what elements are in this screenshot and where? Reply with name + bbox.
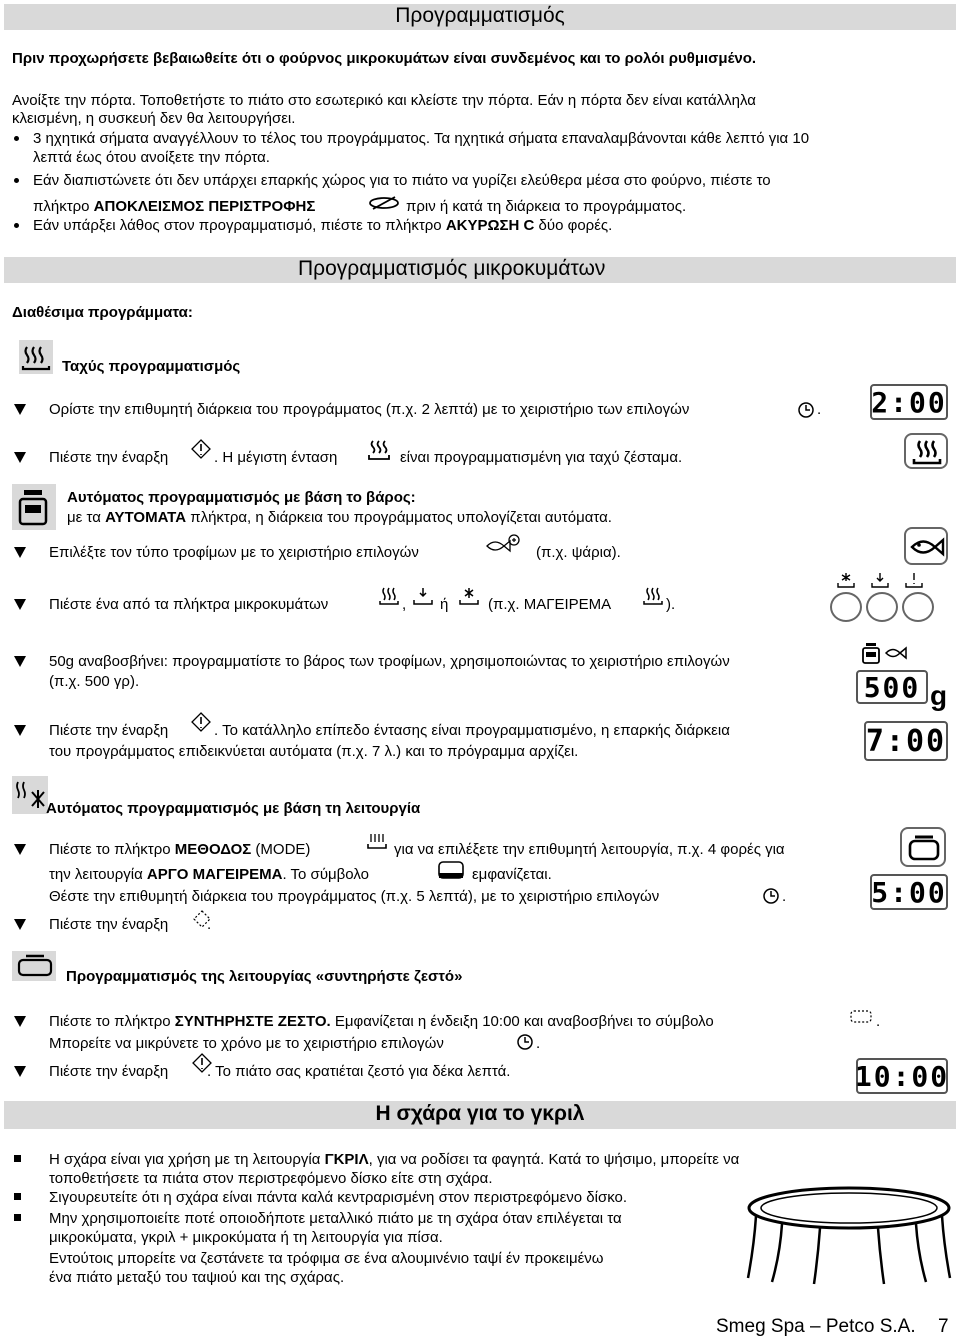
quick-heat-icon: [911, 438, 943, 466]
text-run: δύο φορές.: [534, 217, 613, 234]
time-lcd: 7:00: [864, 721, 948, 761]
grill-paragraph: Εντούτοις μπορείτε να ζεστάνετε τα τρόφιμα σε ένα αλουμινένιο ταψί έν προκειμένω: [49, 1250, 604, 1267]
auto-weight-step-3: (π.χ. 500 γρ).: [49, 673, 140, 690]
auto-function-step-1: για να επιλέξετε την επιθυμητή λειτουργία, π.χ. 4 φορές για: [394, 841, 785, 858]
section-heading: Η σχάρα για το γκριλ: [375, 1102, 585, 1125]
grill-key-name: ΓΚΡΙΛ: [324, 1151, 369, 1168]
quick-step-1: Ορίστε την επιθυμητή διάρκεια του προγράμματος (π.χ. 2 λεπτά) με το χειριστήριο των επιλογών: [49, 401, 690, 418]
available-programs: Διαθέσιμα προγράμματα:: [12, 304, 193, 321]
clock-icon: [763, 888, 779, 904]
scale-icon: [14, 487, 52, 527]
cancel-key-name: ΑΚΥΡΩΣΗ C: [445, 217, 535, 234]
quick-step-2-mid: . Η μέγιστη ένταση: [214, 449, 338, 466]
step-arrow: [14, 599, 26, 610]
keep-warm-icon: [14, 953, 56, 979]
auto-weight-subtitle: [67, 508, 612, 527]
intro-bullet: 3 ηχητικά σήματα αναγγέλλουν το τέλος του προγράμματος. Τα ηχητικά σήματα επαναλαμβάνονται κάθε λεπτό για 10: [33, 130, 810, 147]
reheat-button[interactable]: [866, 592, 898, 622]
text-run: . Το σύμβολο: [282, 866, 369, 883]
keep-warm-step-2: Πιέστε την έναρξη: [49, 1063, 169, 1080]
slow-cook-icon: [907, 835, 941, 861]
auto-weight-step-4: Πιέστε την έναρξη: [49, 722, 169, 739]
start-icon: [190, 438, 212, 460]
text-run: την λειτουργία: [49, 866, 147, 883]
auto-function-step-1: εμφανίζεται.: [472, 866, 552, 883]
mode-icon: [366, 830, 388, 852]
quick-program-title: Ταχύς προγραμματισμός: [62, 358, 241, 375]
bullet: [14, 178, 19, 183]
food-indicator-icon: [884, 642, 914, 664]
slow-cook-key-name: ΑΡΓΟ ΜΑΓΕΙΡΕΜΑ: [146, 866, 283, 883]
intro-bullet: Εάν διαπιστώνετε ότι δεν υπάρχει επαρκής χώρος για το πιάτο να γυρίζει ελεύθερα μέσα στο φούρνο, πιέστε το: [33, 172, 771, 189]
clock-icon: [517, 1034, 533, 1050]
intro-bullet: [33, 197, 315, 216]
footer-company: Smeg Spa – Petco S.A.: [716, 1316, 916, 1337]
text-run: με τα: [67, 509, 106, 526]
keep-warm-key-name: ΣΥΝΤΗΡΗΣΤΕ ΖΕΣΤΟ.: [174, 1013, 331, 1030]
comma: ,: [402, 596, 407, 613]
intro-line: Ανοίξτε την πόρτα. Τοποθετήστε το πιάτο στο εσωτερικό και κλείστε την πόρτα. Εάν η πόρτα δεν είναι κατάλληλα: [12, 92, 756, 109]
auto-weight-title: Αυτόματος προγραμματισμός με βάση το βάρος:: [67, 489, 416, 506]
bullet: [14, 1193, 21, 1200]
text-run: Εμφανίζεται η ένδειξη 10:00 και αναβοσβήνει το σύμβολο: [330, 1013, 714, 1030]
step-arrow: [14, 919, 26, 930]
weight-lcd: 500: [856, 670, 928, 704]
rotation-lock-key-name: ΑΠΟΚΛΕΙΣΜΟΣ ΠΕΡΙΣΤΡΟΦΗΣ: [93, 198, 316, 215]
grill-paragraph: μικροκύματα, γκριλ + μικροκύματα ή τη λειτουργία για πίσα.: [49, 1229, 443, 1246]
rotation-lock-icon: [367, 195, 401, 211]
reheat-indicator-icon: [870, 571, 890, 589]
keep-warm-step-1-end: .: [876, 1013, 881, 1030]
page-number: 7: [938, 1316, 949, 1337]
step-arrow: [14, 1016, 26, 1027]
text-run: πλήκτρα, η διάρκεια του προγράμματος υπολογίζεται αυτόματα.: [186, 509, 612, 526]
text-run: , για να ροδίσει τα φαγητά. Κατά το ψήσιμο, μπορείτε να: [368, 1151, 740, 1168]
keep-warm-lcd: 10:00: [854, 1059, 950, 1093]
bullet: [14, 136, 19, 141]
cook-icon: [378, 586, 400, 606]
defrost-icon: [458, 586, 480, 606]
fish-button[interactable]: [904, 527, 948, 565]
bullet: [14, 223, 19, 228]
auto-function-title: Αυτόματος προγραμματισμός με βάση τη λειτουργία: [46, 800, 421, 817]
clock-icon: [798, 402, 814, 418]
page-title: Προγραμματισμός: [395, 4, 565, 27]
keep-warm-icon: [849, 1008, 873, 1024]
keep-warm-step-1b: Μπορείτε να μικρύνετε το χρόνο με το χειριστήριο επιλογών: [49, 1035, 444, 1052]
time-lcd: 5:00: [871, 875, 947, 909]
warning-text: Πριν προχωρήσετε βεβαιωθείτε ότι ο φούρνος μικροκυμάτων είναι συνδεμένος και το ρολόι ρυθμισμένο.: [12, 50, 757, 67]
grill-paragraph: τοποθετήσετε τα πιάτα στον περιστρεφόμενο δίσκο είτε στη σχάρα.: [49, 1170, 493, 1187]
or-word: ή: [440, 596, 449, 613]
grill-rack-illustration: [742, 1182, 956, 1292]
auto-function-icon: [14, 778, 48, 812]
quick-step-2-end: είναι προγραμματισμένη για ταχύ ζέσταμα.: [400, 449, 683, 466]
intro-line: κλεισμένη, η συσκευή δεν θα λειτουργήσει.: [12, 110, 296, 127]
auto-weight-step-2: Πιέστε ένα από τα πλήκτρα μικροκυμάτων: [49, 596, 329, 613]
auto-key-name: ΑΥΤΟΜΑΤΑ: [105, 509, 187, 526]
step-arrow: [14, 725, 26, 736]
step-arrow: [14, 1066, 26, 1077]
step-arrow: [14, 547, 26, 558]
step-arrow: [14, 404, 26, 415]
auto-weight-step-2-close: ).: [666, 596, 676, 613]
scale-indicator-icon: [860, 642, 882, 666]
grill-paragraph: [49, 1150, 739, 1169]
max-power-icon: [366, 438, 392, 462]
quick-heat-button[interactable]: [904, 433, 948, 469]
intro-bullet: λεπτά έως ότου ανοίξετε την πόρτα.: [33, 149, 270, 166]
reheat-icon: [412, 586, 434, 606]
defrost-indicator-icon: [836, 571, 856, 589]
bullet: [14, 1155, 21, 1162]
slow-cook-icon: [437, 860, 465, 882]
cook-button[interactable]: [902, 592, 934, 622]
auto-function-step-2: Θέστε την επιθυμητή διάρκεια του προγράμματος (π.χ. 5 λεπτά), με το χειριστήριο επιλογών: [49, 888, 660, 905]
cook-indicator-icon: [904, 571, 924, 589]
text-run: Εάν υπάρξει λάθος στον προγραμματισμό, πιέστε το πλήκτρο: [33, 217, 446, 234]
auto-weight-step-4: . Το κατάλληλο επίπεδο έντασης είναι προγραμματισμένο, η επαρκής διάρκεια: [214, 722, 730, 739]
intro-bullet: [33, 216, 612, 235]
auto-function-step-3-end: .: [207, 916, 212, 933]
grill-paragraph: Μην χρησιμοποιείτε ποτέ οποιοδήποτε μεταλλικό πιάτο με τη σχάρα όταν επιλέγεται τα: [49, 1210, 622, 1227]
auto-weight-step-1-end: (π.χ. ψάρια).: [536, 544, 621, 561]
cook-icon: [642, 586, 664, 606]
keep-warm-step-1b-end: .: [536, 1035, 541, 1052]
text-run: πλήκτρο: [33, 198, 94, 215]
grill-paragraph: Σιγουρευτείτε ότι η σχάρα είναι πάντα καλά κεντραρισμένη στον περιστρεφόμενο δίσκο.: [49, 1189, 628, 1206]
step-arrow: [14, 452, 26, 463]
lcd-display: 2:00: [871, 385, 947, 419]
quick-heat-icon: [18, 339, 54, 375]
defrost-button[interactable]: [830, 592, 862, 622]
quick-step-1-end: .: [817, 401, 822, 418]
text-run: (MODE): [251, 841, 311, 858]
auto-function-step-2-end: .: [782, 888, 787, 905]
auto-weight-step-2-end: (π.χ. ΜΑΓΕΙΡΕΜΑ: [488, 596, 612, 613]
mode-button[interactable]: [900, 827, 946, 867]
text-run: Η σχάρα είναι για χρήση με τη λειτουργία: [49, 1151, 325, 1168]
mode-key-name: ΜΕΘΟΔΟΣ: [174, 841, 252, 858]
section-heading: Προγραμματισμός μικροκυμάτων: [298, 257, 606, 280]
auto-weight-step-1: Επιλέξτε τον τύπο τροφίμων με το χειριστήριο επιλογών: [49, 544, 419, 561]
grill-paragraph: ένα πιάτο μεταξύ του ταψιού και της σχάρας.: [49, 1269, 345, 1286]
auto-function-step-3: Πιέστε την έναρξη: [49, 916, 169, 933]
keep-warm-step-2: . Το πιάτο σας κρατιέται ζεστό για δέκα λεπτά.: [207, 1063, 511, 1080]
keep-warm-step-1: [49, 1012, 714, 1031]
auto-function-step-1: [49, 840, 310, 859]
weight-unit: g: [930, 680, 948, 711]
quick-step-2: Πιέστε την έναρξη: [49, 449, 169, 466]
fish-icon: [909, 534, 945, 560]
step-arrow: [14, 656, 26, 667]
start-icon: [190, 711, 212, 733]
bullet: [14, 1214, 21, 1221]
food-type-icon: [484, 532, 524, 556]
auto-weight-step-4: του προγράμματος επιδεικνύεται αυτόματα (π.χ. 7 λ.) και το πρόγραμμα αρχίζει.: [49, 743, 579, 760]
auto-weight-step-3: 50g αναβοσβήνει: προγραμματίστε το βάρος των τροφίμων, χρησιμοποιώντας το χειριστήριο επιλογών: [49, 653, 730, 670]
step-arrow: [14, 844, 26, 855]
keep-warm-title: Προγραμματισμός της λειτουργίας «συντηρήστε ζεστό»: [66, 968, 463, 985]
intro-bullet: πριν ή κατά τη διάρκεια το προγράμματος.: [406, 198, 687, 215]
auto-function-step-1: [49, 865, 369, 884]
text-run: Πιέστε το πλήκτρο: [49, 841, 175, 858]
text-run: Πιέστε το πλήκτρο: [49, 1013, 175, 1030]
